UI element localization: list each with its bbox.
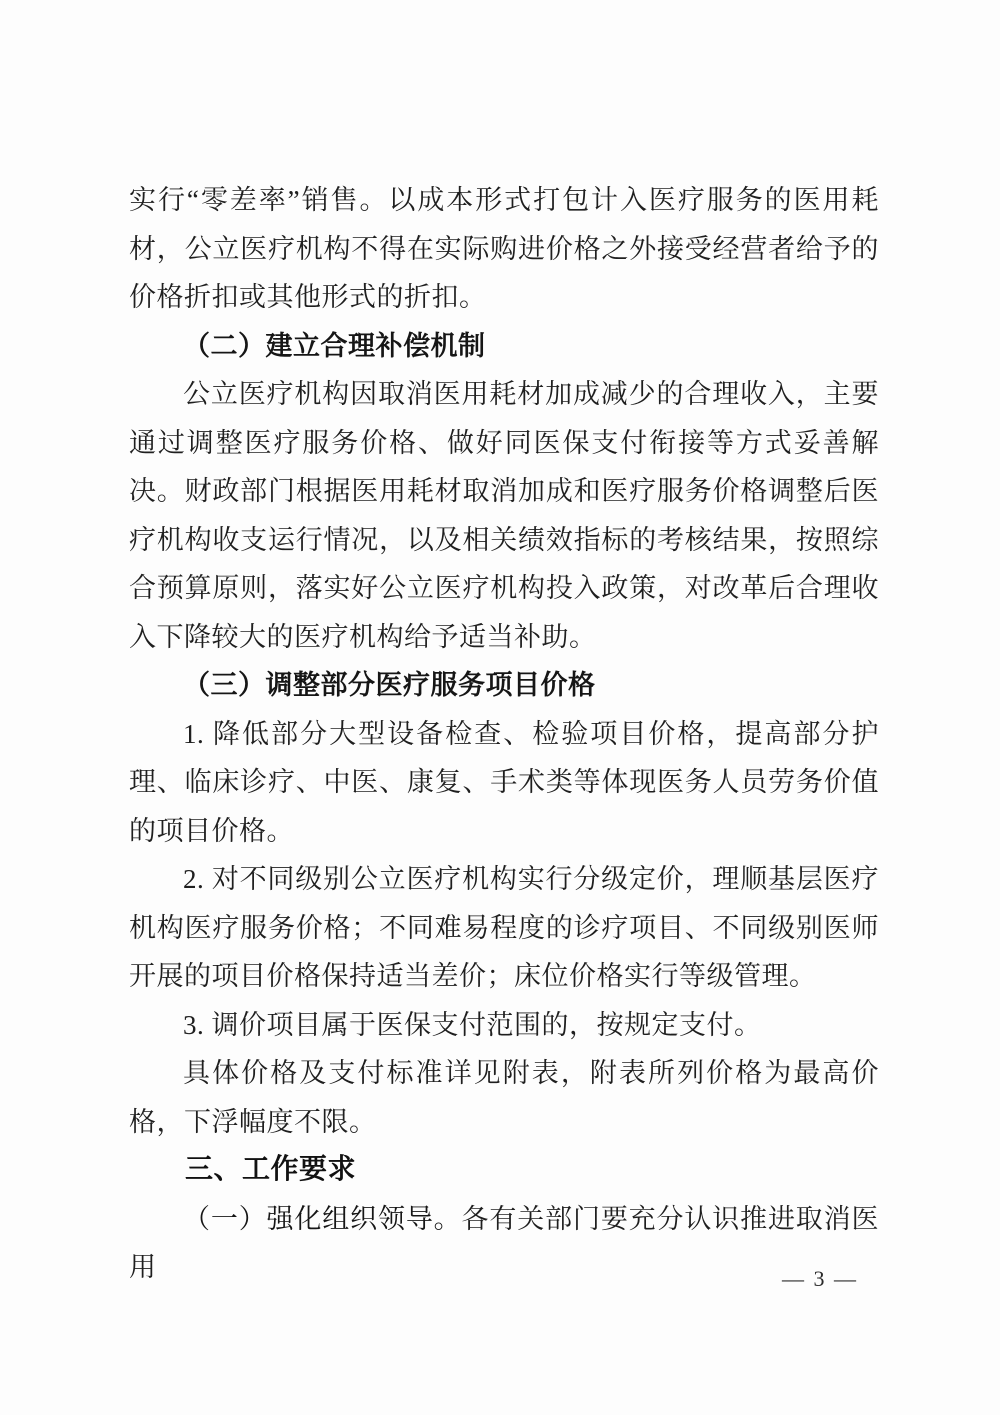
paragraph-item-2: 2. 对不同级别公立医疗机构实行分级定价，理顺基层医疗机构医疗服务价格；不同难易程度的诊疗项目、不同级别医师开展的项目价格保持适当差价；床位价格实行等级管理。 [129, 864, 879, 991]
paragraph-lead-body: 各有关部门要充分认识推进取消医用 [129, 1203, 880, 1282]
paragraph-lead-in: （一）强化组织领导。 [183, 1203, 462, 1234]
paragraph-continuation: 实行“零差率”销售。以成本形式打包计入医疗服务的医用耗材，公立医疗机构不得在实际购进价格之外接受经营者给予的价格折扣或其他形式的折扣。 [129, 185, 879, 312]
paragraph-item-1: 1. 降低部分大型设备检查、检验项目价格，提高部分护理、临床诊疗、中医、康复、手术类等体现医务人员劳务价值的项目价格。 [129, 718, 879, 846]
paragraph-org-leadership [129, 1195, 879, 1292]
section-heading-work-requirements: 三、工作要求 [185, 1154, 357, 1185]
subsection-heading-2: （二）建立合理补偿机制 [183, 330, 486, 361]
paragraph-item-3: 3. 调价项目属于医保支付范围的，按规定支付。 [183, 1009, 762, 1040]
page-number: — 3 — [782, 1266, 858, 1291]
subsection-heading-3: （三）调整部分医疗服务项目价格 [183, 670, 596, 700]
paragraph-price-table-note: 具体价格及支付标准详见附表，附表所列价格为最高价格，下浮幅度不限。 [129, 1058, 879, 1137]
paragraph-compensation-mechanism: 公立医疗机构因取消医用耗材加成减少的合理收入，主要通过调整医疗服务价格、做好同医保支付衔接等方式妥善解决。财政部门根据医用耗材取消加成和医疗服务价格调整后医疗机构收支运行情况，以及相关绩效指标的考核结果，按照综合预算原则，落实好公立医疗机构投入政策，对改革后合理收入下降较大的医疗机构给予适当补助。 [129, 379, 879, 652]
document-body [129, 176, 879, 1292]
